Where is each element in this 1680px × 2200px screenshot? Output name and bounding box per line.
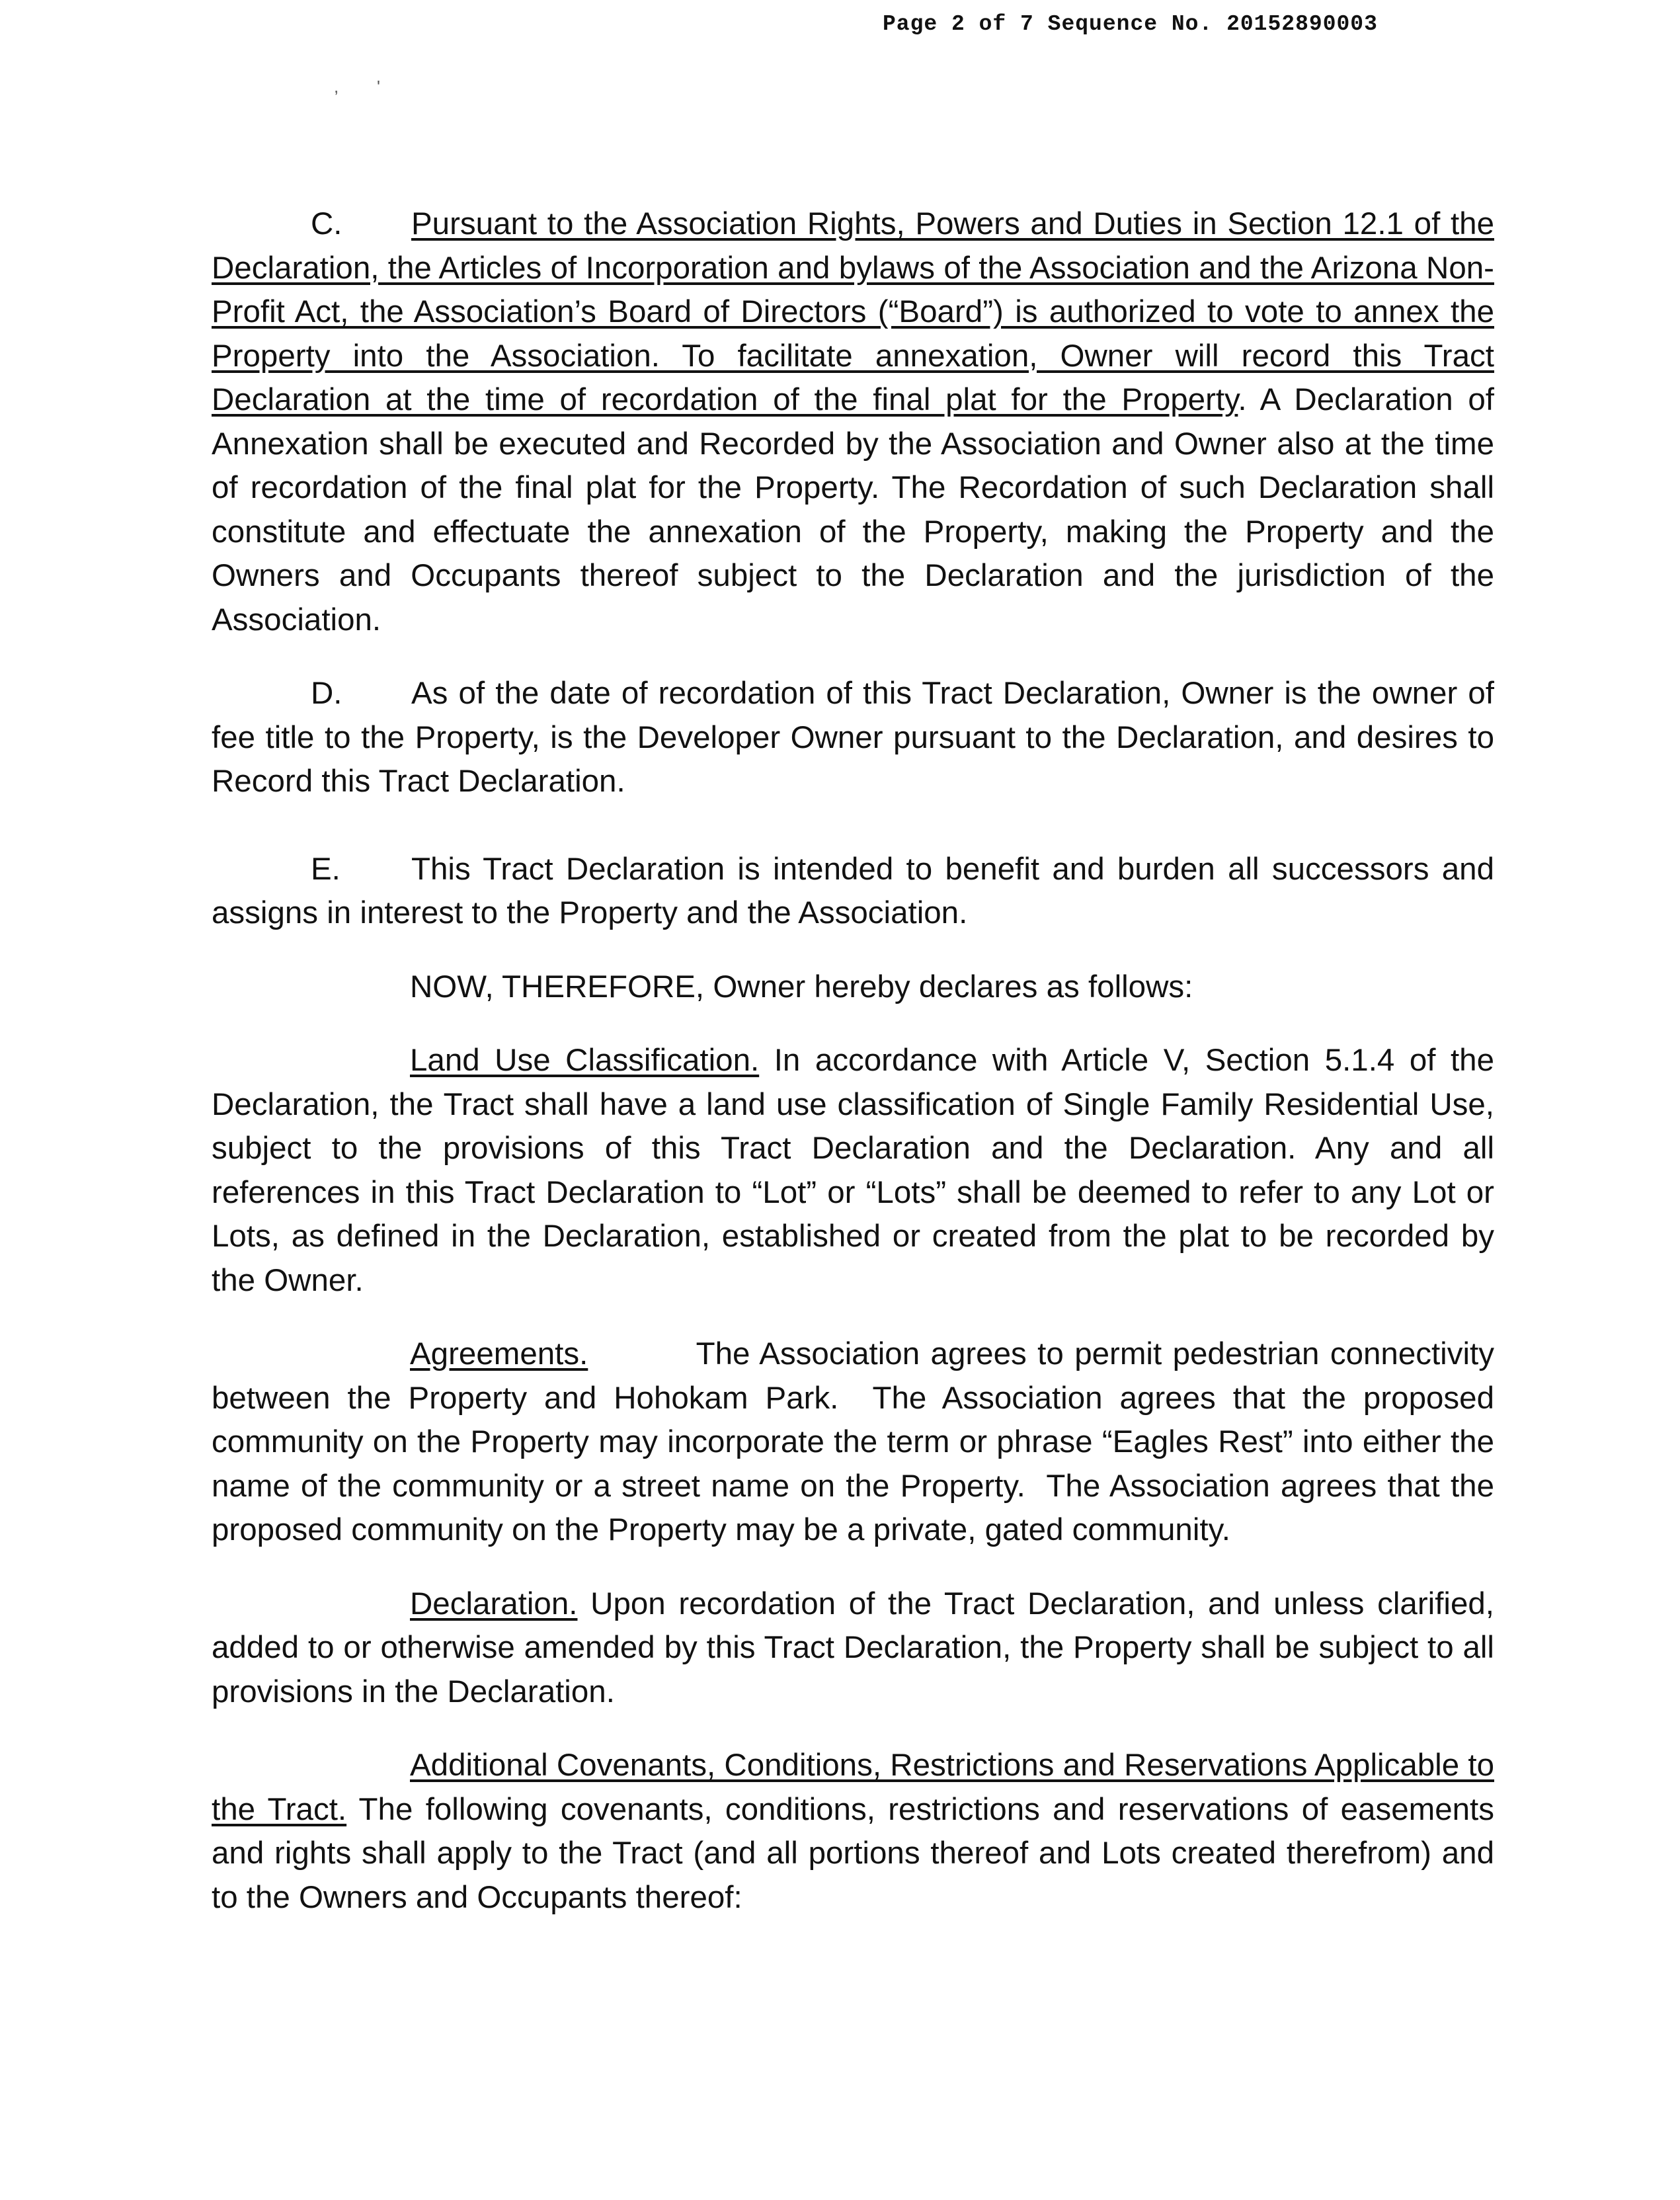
declaration-text: Upon recordation of the Tract Declaration, and unless clarified, added to or otherwise amended by this Tract Declaration, the Property shall be subject to all provisions in the Declaration.: [212, 1586, 1494, 1709]
land-use-heading: Land Use Classification.: [410, 1043, 760, 1078]
agreements-heading: Agreements.: [410, 1336, 588, 1371]
additional-covenants-text: The following covenants, conditions, restrictions and reservations of easements and rights shall apply to the Tract (and all portions thereof and Lots created therefrom) and to the Owners and Occupants thereof:: [212, 1791, 1494, 1915]
paragraph-c-text: . A Declaration of Annexation shall be executed and Recorded by the Association and Owner also at the time of recordation of the final plat for the Property. The Recordation of such Declaration shall constitute and effectuate the annexation of the Property, making the Property and the Owners and Occupants thereof subject to the Declaration and the jurisdiction of the Association.: [212, 382, 1494, 637]
additional-covenants-section: [212, 1744, 1494, 1920]
agreements-section: [212, 1332, 1503, 1553]
paragraph-d-label: D.: [311, 676, 342, 711]
scan-specks: , ': [334, 77, 380, 97]
now-therefore-line: NOW, THEREFORE, Owner hereby declares as follows:: [410, 969, 1193, 1004]
land-use-section: [212, 1039, 1494, 1303]
paragraph-c: [212, 202, 1494, 642]
agreements-text: The Association agrees to permit pedestrian connectivity between the Property and Hohokam Park. The Association agrees that the proposed community on the Property may incorporate the term or phrase “Eagles Rest” into either the name of the community or a street name on the Property. The Association agrees that the proposed community on the Property may be a private, gated community.: [212, 1336, 1503, 1547]
paragraph-d-text: As of the date of recordation of this Tract Declaration, Owner is the owner of fee title to the Property, is the Developer Owner pursuant to the Declaration, and desires to Record this Tract Declaration.: [212, 676, 1494, 799]
paragraph-e-label: E.: [311, 851, 340, 887]
declaration-heading: Declaration.: [410, 1586, 578, 1621]
additional-covenants-heading: Additional Covenants, Conditions, Restrictions and Reservations Applicable to the Tract.: [212, 1748, 1494, 1827]
paragraph-e: [212, 848, 1494, 936]
page-sequence-header: Page 2 of 7 Sequence No. 20152890003: [883, 12, 1378, 36]
paragraph-c-underlined-text: Pursuant to the Association Rights, Powers and Duties in Section 12.1 of the Declaration, the Articles of Incorporation and bylaws of the Association and the Arizona Non-Profit Act, the Association’s Board of Directors (“Board”) is authorized to vote to annex the Property into the Association. To facilitate annexation, Owner will record this Tract Declaration at the time of recordation of the final plat for the Property: [212, 206, 1494, 417]
land-use-text: In accordance with Article V, Section 5.1.4 of the Declaration, the Tract shall have a land use classification of Single Family Residential Use, subject to the provisions of this Tract Declaration and the Declaration. Any and all references in this Tract Declaration to “Lot” or “Lots” shall be deemed to refer to any Lot or Lots, as defined in the Declaration, established or created from the plat to be recorded by the Owner.: [212, 1043, 1494, 1298]
declaration-section: [212, 1582, 1494, 1715]
paragraph-e-text: This Tract Declaration is intended to benefit and burden all successors and assigns in interest to the Property and the Association.: [212, 851, 1494, 930]
paragraph-c-label: C.: [311, 206, 342, 241]
paragraph-d: [212, 672, 1494, 804]
document-body: [212, 202, 1503, 1920]
